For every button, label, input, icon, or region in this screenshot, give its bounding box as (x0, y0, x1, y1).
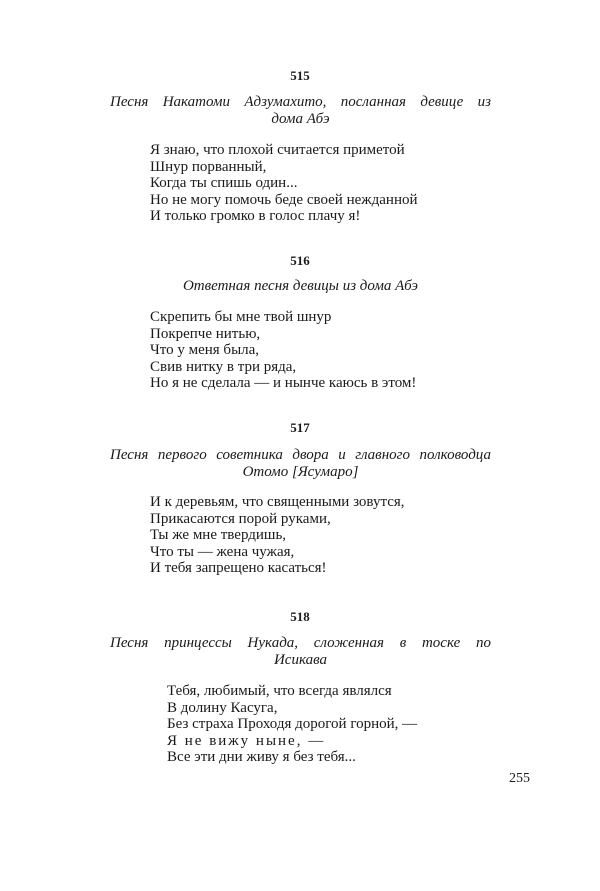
poem-title (110, 447, 491, 481)
poem-verse (150, 494, 405, 577)
verse-line: Свив нитку в три ряда, (150, 358, 297, 375)
poem-title (110, 94, 491, 128)
poem-number: 517 (290, 420, 310, 435)
verse-line: Прикасаются порой руками, (150, 510, 331, 527)
verse-line: В долину Касуга, (167, 699, 278, 716)
verse-line: И к деревьям, что священными зовутся, (150, 494, 405, 510)
poem-title-line: Песня Накатоми Адзумахито, посланная девице из (110, 94, 491, 110)
verse-line: Я знаю, что плохой считается приметой (150, 142, 405, 158)
verse-line: Покрепче нитью, (150, 325, 261, 342)
poem-number: 515 (290, 68, 310, 83)
poem-title (110, 278, 491, 295)
poem-verse (167, 683, 417, 766)
poem-title-line: Отомо [Ясумаро] (242, 464, 359, 480)
verse-line: Шнур порванный, (150, 158, 267, 175)
verse-line: Что у меня была, (150, 342, 260, 358)
verse-line: И тебя запрещено касаться! (150, 560, 327, 576)
verse-line: Я не вижу ныне, — (167, 732, 326, 749)
page-number: 255 (509, 771, 530, 786)
poem-title-line: Исикава (273, 652, 328, 668)
poem-verse (150, 142, 418, 225)
verse-line: Но не могу помочь беде своей нежданной (150, 191, 418, 208)
verse-line: Но я не сделала — и нынче каюсь в этом! (150, 375, 417, 391)
verse-line: Без страха Проходя дорогой горной, — (167, 716, 418, 732)
verse-line: Ты же мне твердишь, (150, 527, 287, 543)
verse-line: Скрепить бы мне твой шнур (150, 309, 332, 325)
verse-line: И только громко в голос плачу я! (150, 208, 361, 224)
verse-line: Что ты — жена чужая, (150, 543, 295, 560)
verse-line: Тебя, любимый, что всегда являлся (167, 683, 392, 699)
verse-line: Когда ты спишь один... (150, 175, 298, 191)
poem-title-line: Песня первого советника двора и главного полководца (110, 447, 491, 463)
poem-title (110, 635, 491, 669)
poem-number: 516 (290, 253, 310, 268)
poem-number: 518 (290, 609, 310, 624)
poem-verse (150, 309, 416, 392)
poem-title-line: Ответная песня девицы из дома Абэ (182, 278, 419, 294)
poem-title-line: дома Абэ (271, 111, 330, 127)
poem-title-line: Песня принцессы Нукада, сложенная в тоске по (110, 635, 491, 651)
verse-line: Все эти дни живу я без тебя... (167, 749, 356, 765)
